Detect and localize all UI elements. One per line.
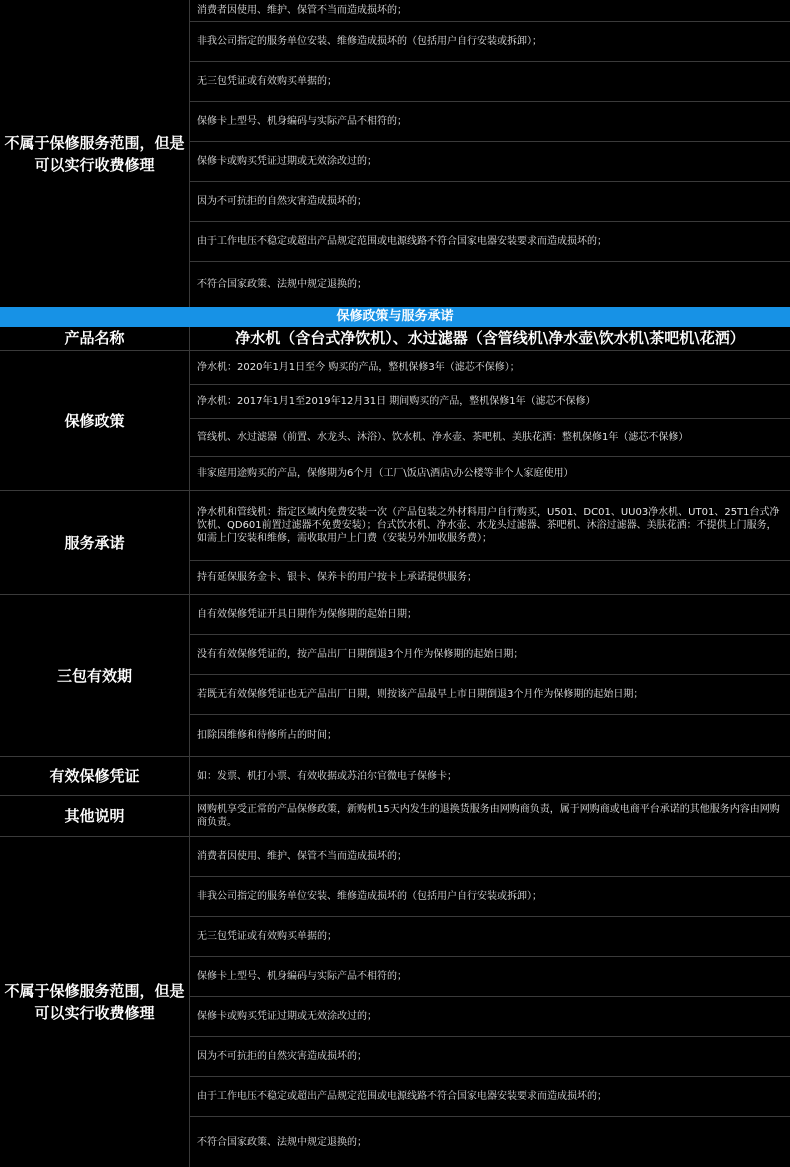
item-text: 因为不可抗拒的自然灾害造成损坏的； [197, 1051, 367, 1062]
list-item [190, 491, 790, 561]
item-text: 非我公司指定的服务单位安装、维修造成损坏的（包括用户自行安装或拆卸）； [197, 36, 542, 47]
service-promise-list [190, 491, 790, 594]
validity-period-list [190, 595, 790, 756]
item-text: 不符合国家政策、法规中规定退换的； [197, 1136, 367, 1148]
list-item [190, 757, 790, 795]
item-text: 自有效保修凭证开具日期作为保修期的起始日期； [197, 609, 417, 620]
item-text: 保修卡上型号、机身编码与实际产品不相符的； [197, 971, 407, 982]
item-text: 非家庭用途购买的产品，保修期为6个月（工厂\饭店\酒店\办公楼等非个人家庭使用） [197, 468, 574, 479]
list-item [190, 997, 790, 1037]
item-text: 因为不可抗拒的自然灾害造成损坏的； [197, 196, 367, 207]
item-text: 保修卡或购买凭证过期或无效涂改过的； [197, 1011, 377, 1022]
product-header-row [0, 327, 790, 351]
list-item [190, 22, 790, 62]
warranty-policy-list [190, 351, 790, 490]
item-text: 保修卡上型号、机身编码与实际产品不相符的； [197, 116, 407, 127]
item-text: 没有有效保修凭证的，按产品出厂日期倒退3个月作为保修期的起始日期； [197, 649, 524, 660]
list-item [190, 917, 790, 957]
list-item [190, 675, 790, 715]
item-text: 若既无有效保修凭证也无产品出厂日期，则按该产品最早上市日期倒退3个月作为保修期的起始日期； [197, 689, 644, 700]
list-item [190, 595, 790, 635]
item-text: 保修卡或购买凭证过期或无效涂改过的； [197, 156, 377, 167]
bottom-exclusion-label: 不属于保修服务范围，但是可以实行收费修理 [0, 837, 190, 1167]
item-text: 消费者因使用、维护、保管不当而造成损坏的； [197, 5, 407, 16]
list-item [190, 457, 790, 490]
item-text: 无三包凭证或有效购买单据的； [197, 76, 337, 87]
other-notes-list [190, 796, 790, 836]
bottom-exclusion-list [190, 837, 790, 1167]
item-text: 净水机：2017年1月1至2019年12月31日 期间购买的产品，整机保修1年（滤芯不保修） [197, 396, 596, 407]
list-item [190, 1037, 790, 1077]
item-text: 如：发票、机打小票、有效收据或苏泊尔官微电子保修卡； [197, 770, 457, 782]
other-notes-label: 其他说明 [0, 796, 190, 836]
list-item [190, 102, 790, 142]
product-name-label: 产品名称 [0, 327, 190, 350]
validity-period-section [0, 595, 790, 757]
list-item [190, 142, 790, 182]
list-item [190, 877, 790, 917]
item-text: 由于工作电压不稳定或超出产品规定范围或电源线路不符合国家电器安装要求而造成损坏的； [197, 1091, 607, 1102]
service-promise-section [0, 491, 790, 595]
list-item [190, 182, 790, 222]
top-exclusion-label: 不属于保修服务范围，但是可以实行收费修理 [0, 0, 190, 307]
list-item [190, 837, 790, 877]
list-item [190, 419, 790, 457]
top-exclusion-list [190, 0, 790, 307]
list-item [190, 561, 790, 594]
item-text: 持有延保服务金卡、银卡、保养卡的用户按卡上承诺提供服务； [197, 572, 477, 583]
service-promise-label: 服务承诺 [0, 491, 190, 594]
valid-voucher-label: 有效保修凭证 [0, 757, 190, 795]
list-item [190, 62, 790, 102]
list-item [190, 715, 790, 756]
other-notes-section [0, 796, 790, 837]
section-banner: 保修政策与服务承诺 [0, 307, 790, 327]
product-name-value: 净水机（含台式净饮机）、水过滤器（含管线机\净水壶\饮水机\茶吧机\花洒） [235, 329, 745, 347]
item-text: 非我公司指定的服务单位安装、维修造成损坏的（包括用户自行安装或拆卸）； [197, 891, 542, 902]
item-text: 净水机：2020年1月1日至今 购买的产品，整机保修3年（滤芯不保修）； [197, 362, 520, 373]
list-item [190, 635, 790, 675]
warranty-policy-label: 保修政策 [0, 351, 190, 490]
item-text: 由于工作电压不稳定或超出产品规定范围或电源线路不符合国家电器安装要求而造成损坏的； [197, 236, 607, 247]
item-text: 净水机和管线机：指定区域内免费安装一次（产品包装之外材料用户自行购买，U501、DC01、UU03净水机、UT01、25T1台式净饮机、QD601前置过滤器不免费安装）；台式饮水机、净水壶、水龙头过滤器、茶吧机、沐浴过滤器、美肤花洒：不提供上门服务，如需上门安装和维修，需收取用户上门费（安装另外加收服务费）； [197, 507, 780, 544]
warranty-policy-section [0, 351, 790, 491]
list-item [190, 222, 790, 262]
list-item [190, 796, 790, 836]
list-item [190, 385, 790, 419]
validity-period-label: 三包有效期 [0, 595, 190, 756]
list-item [190, 1077, 790, 1117]
list-item [190, 262, 790, 307]
item-text: 无三包凭证或有效购买单据的； [197, 931, 337, 942]
item-text: 消费者因使用、维护、保管不当而造成损坏的； [197, 851, 407, 862]
valid-voucher-list [190, 757, 790, 795]
list-item [190, 351, 790, 385]
item-text: 扣除因维修和待修所占的时间； [197, 730, 337, 741]
item-text: 管线机、水过滤器（前置、水龙头、沐浴）、饮水机、净水壶、茶吧机、美肤花洒：整机保修1年（滤芯不保修） [197, 432, 689, 443]
top-exclusion-section [0, 0, 790, 307]
item-text: 网购机享受正常的产品保修政策，新购机15天内发生的退换货服务由网购商负责，属于网购商或电商平台承诺的其他服务内容由网购商负责。 [197, 804, 780, 828]
bottom-exclusion-section [0, 837, 790, 1167]
list-item [190, 1117, 790, 1167]
valid-voucher-section [0, 757, 790, 796]
item-text: 不符合国家政策、法规中规定退换的； [197, 279, 367, 290]
list-item [190, 957, 790, 997]
list-item [190, 0, 790, 22]
